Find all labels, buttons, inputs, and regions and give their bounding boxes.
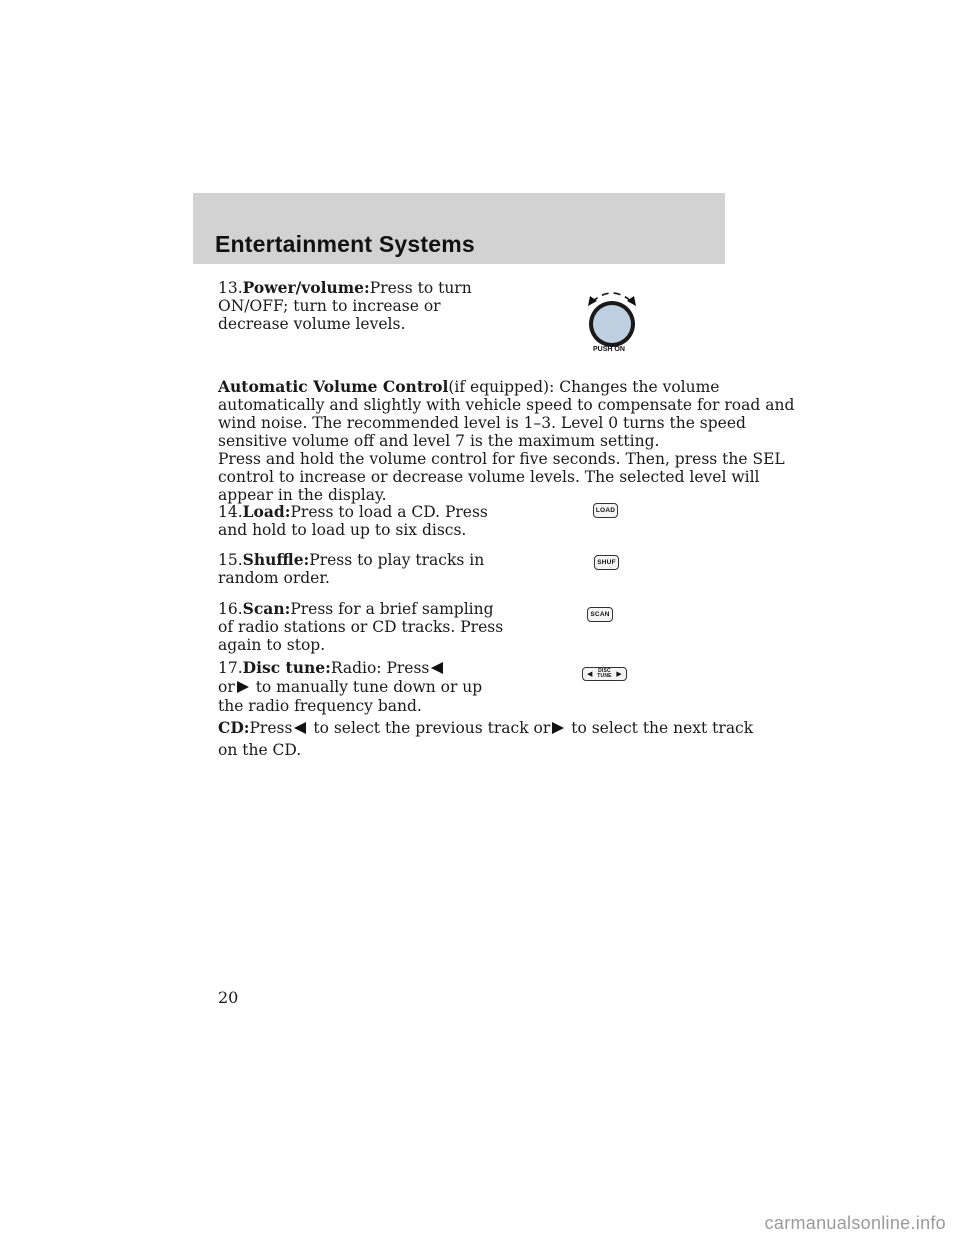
seek-down-arrow-icon	[431, 662, 443, 674]
seek-up-arrow-icon	[237, 681, 249, 693]
shuffle-description: 15.Shuffle:Press to play tracks in random order.	[218, 550, 485, 587]
shuffle-button-icon: SHUF	[594, 555, 619, 570]
scan-button-icon: SCAN	[587, 607, 613, 622]
left-arrow-icon: ◀	[587, 671, 593, 678]
page-number: 20	[218, 988, 239, 1007]
disc-tune-label: Disc tune:	[242, 658, 331, 677]
push-on-label: PUSH ON	[593, 346, 625, 353]
power-volume-label: Power/volume:	[242, 278, 370, 297]
next-track-arrow-icon	[552, 722, 564, 734]
avc-label: Automatic Volume Control	[218, 377, 449, 396]
disc-tune-description: 17.Disc tune:Radio: Press or to manually tune down or up the radio frequency band.	[218, 658, 483, 715]
previous-track-arrow-icon	[294, 722, 306, 734]
watermark: carmanualsonline.info	[764, 1213, 946, 1233]
load-label: Load:	[242, 502, 291, 521]
avc-description: Automatic Volume Control(if equipped): Changes the volume automatically and slightly with vehicle speed to compensate for road and wind noise. The recommended level is 1–3. Level 0 turns the speed sensitive volume off and level 7 is the maximum setting. Press and hold the volume control for five seconds. Then, press the SEL control to increase or decrease volume levels. The selected level will appear in the display.	[218, 377, 795, 504]
scan-label: Scan:	[242, 599, 291, 618]
load-button-icon: LOAD	[593, 503, 618, 518]
cd-description: CD:Press to select the previous track or to select the next track on the CD.	[218, 718, 754, 759]
shuffle-label: Shuffle:	[242, 550, 310, 569]
right-arrow-icon: ▶	[616, 671, 622, 678]
disc-tune-button-icon: ◀ DISC TUNE ▶	[582, 667, 627, 681]
power-volume-description: 13.Power/volume:Press to turn ON/OFF; turn to increase or decrease volume levels.	[218, 278, 472, 333]
load-description: 14.Load:Press to load a CD. Press and hold to load up to six discs.	[218, 502, 488, 539]
section-header	[193, 193, 725, 264]
scan-description: 16.Scan:Press for a brief sampling of radio stations or CD tracks. Press again to stop.	[218, 599, 504, 654]
section-title: Entertainment Systems	[215, 231, 475, 257]
cd-label: CD:	[218, 718, 250, 737]
